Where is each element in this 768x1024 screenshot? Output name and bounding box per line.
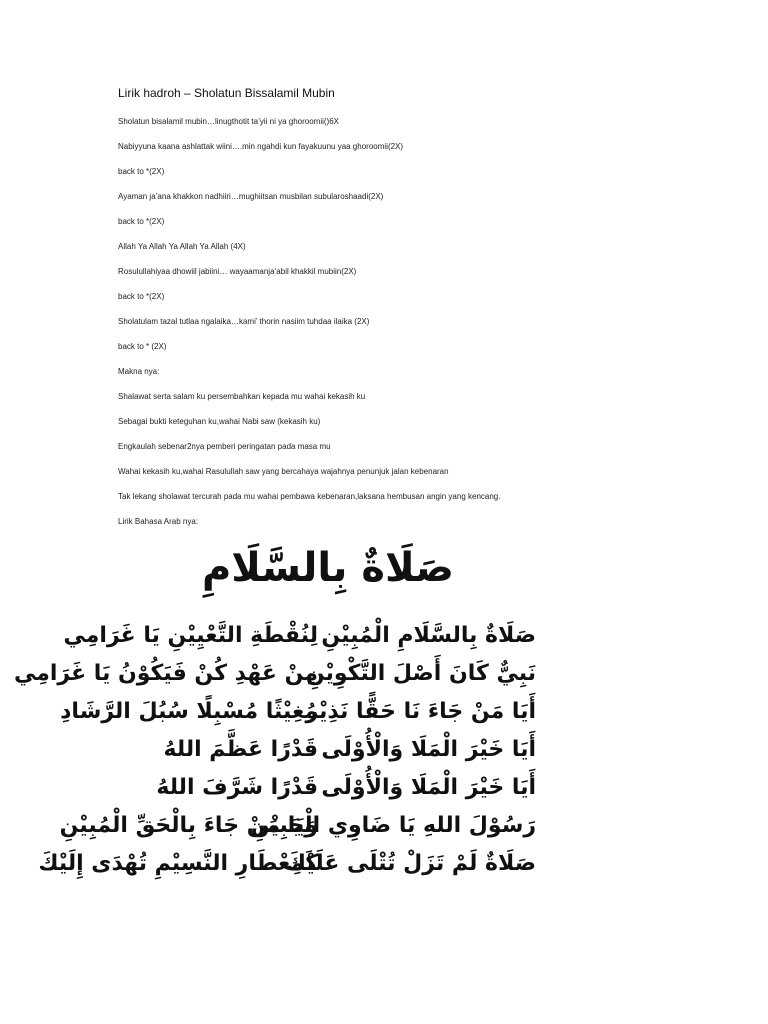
meaning-line-4: Wahai kekasih ku,wahai Rasulullah saw yang bercahaya wajahnya penunjuk jalan kebenaran xyxy=(118,467,449,476)
arabic-right-line-2: نَبِيٌّ كَانَ أَصْلَ التَّكْوِيْنِ xyxy=(305,661,536,686)
arabic-right-line-7: صَلَاةٌ لَمْ تَزَلْ تُتْلَى عَلَيْكَ xyxy=(285,851,536,876)
arabic-right-line-6: رَسُوْلَ اللهِ يَا ضَاوِي الْجَبِيْنِ xyxy=(250,813,536,838)
meaning-line-3: Engkaulah sebenar2nya pemberi peringatan pada masa mu xyxy=(118,442,331,451)
lyric-line-4: Ayaman ja’ana khakkon nadhiiri…mughiitsan musbilan subularoshaadi(2X) xyxy=(118,192,384,201)
meaning-line-2: Sebagai bukti keteguhan ku,wahai Nabi saw (kekasih ku) xyxy=(118,417,321,426)
lyric-line-7: Rosulullahiyaa dhowiil jabiini… wayaamanja’abil khakkil mubiin(2X) xyxy=(118,267,357,276)
lyric-line-9: Sholatulam tazal tutlaa ngalaika…kami’ thorin nasiim tuhdaa ilaika (2X) xyxy=(118,317,370,326)
document-title: Lirik hadroh – Sholatun Bissalamil Mubin xyxy=(118,86,335,100)
lyric-line-6: Allah Ya Allah Ya Allah Ya Allah (4X) xyxy=(118,242,246,251)
arabic-right-line-5: أَيَا خَيْرَ الْمَلَا وَالْأُوْلَى xyxy=(321,775,536,800)
lyric-line-3: back to *(2X) xyxy=(118,167,165,176)
arabic-left-line-2: مِنْ عَهْدِ كُنْ فَيَكُوْنُ يَا غَرَامِي xyxy=(14,661,318,686)
arabic-right-line-1: صَلَاةٌ بِالسَّلَامِ الْمُبِيْنِ xyxy=(321,623,536,648)
arabic-left-line-3: مُغِيْثًا مُسْبِلًا سُبُلَ الرَّشَادِ xyxy=(60,699,318,724)
lyric-line-2: Nabiyyuna kaana ashlattak wiini….min ngahdi kun fayakuunu yaa ghoroomii(2X) xyxy=(118,142,404,151)
arabic-left-line-5: قَدْرًا شَرَّفَ اللهُ xyxy=(156,775,318,800)
arabic-left-line-4: قَدْرًا عَظَّمَ اللهُ xyxy=(163,737,318,762)
arabic-title: صَلَاةٌ بِالسَّلَامِ xyxy=(201,545,454,591)
meaning-line-5: Tak lekang sholawat tercurah pada mu wahai pembawa kebenaran,laksana hembusan angin yang kencang. xyxy=(118,492,501,501)
arabic-left-line-7: كَمِعْطَارِ النَّسِيْمِ تُهْدَى إِلَيْكَ xyxy=(38,851,318,876)
arabic-right-line-3: أَيَا مَنْ جَاءَ نَا حَقًّا نَذِيْر xyxy=(305,699,536,724)
lyric-line-5: back to *(2X) xyxy=(118,217,165,226)
arabic-right-column xyxy=(250,617,536,883)
lyric-line-10: back to * (2X) xyxy=(118,342,167,351)
arabic-lyrics-heading: Lirik Bahasa Arab nya: xyxy=(118,517,199,526)
lyric-line-8: back to *(2X) xyxy=(118,292,165,301)
arabic-left-column xyxy=(14,617,318,883)
arabic-left-line-6: وَيَا مَنْ جَاءَ بِالْحَقِّ الْمُبِيْنِ xyxy=(59,813,318,838)
arabic-lyrics-image xyxy=(14,543,538,888)
lyric-line-1: Sholatun bisalamil mubin…linugthotit ta’yii ni ya ghoroomii()6X xyxy=(118,117,339,126)
meaning-line-1: Shalawat serta salam ku persembahkan kepada mu wahai kekasih ku xyxy=(118,392,366,401)
meaning-heading: Makna nya: xyxy=(118,367,160,376)
arabic-right-line-4: أَيَا خَيْرَ الْمَلَا وَالْأُوْلَى xyxy=(321,737,536,762)
arabic-left-line-1: لِنُقْطَةِ التَّعْيِيْنِ يَا غَرَامِي xyxy=(63,623,318,648)
